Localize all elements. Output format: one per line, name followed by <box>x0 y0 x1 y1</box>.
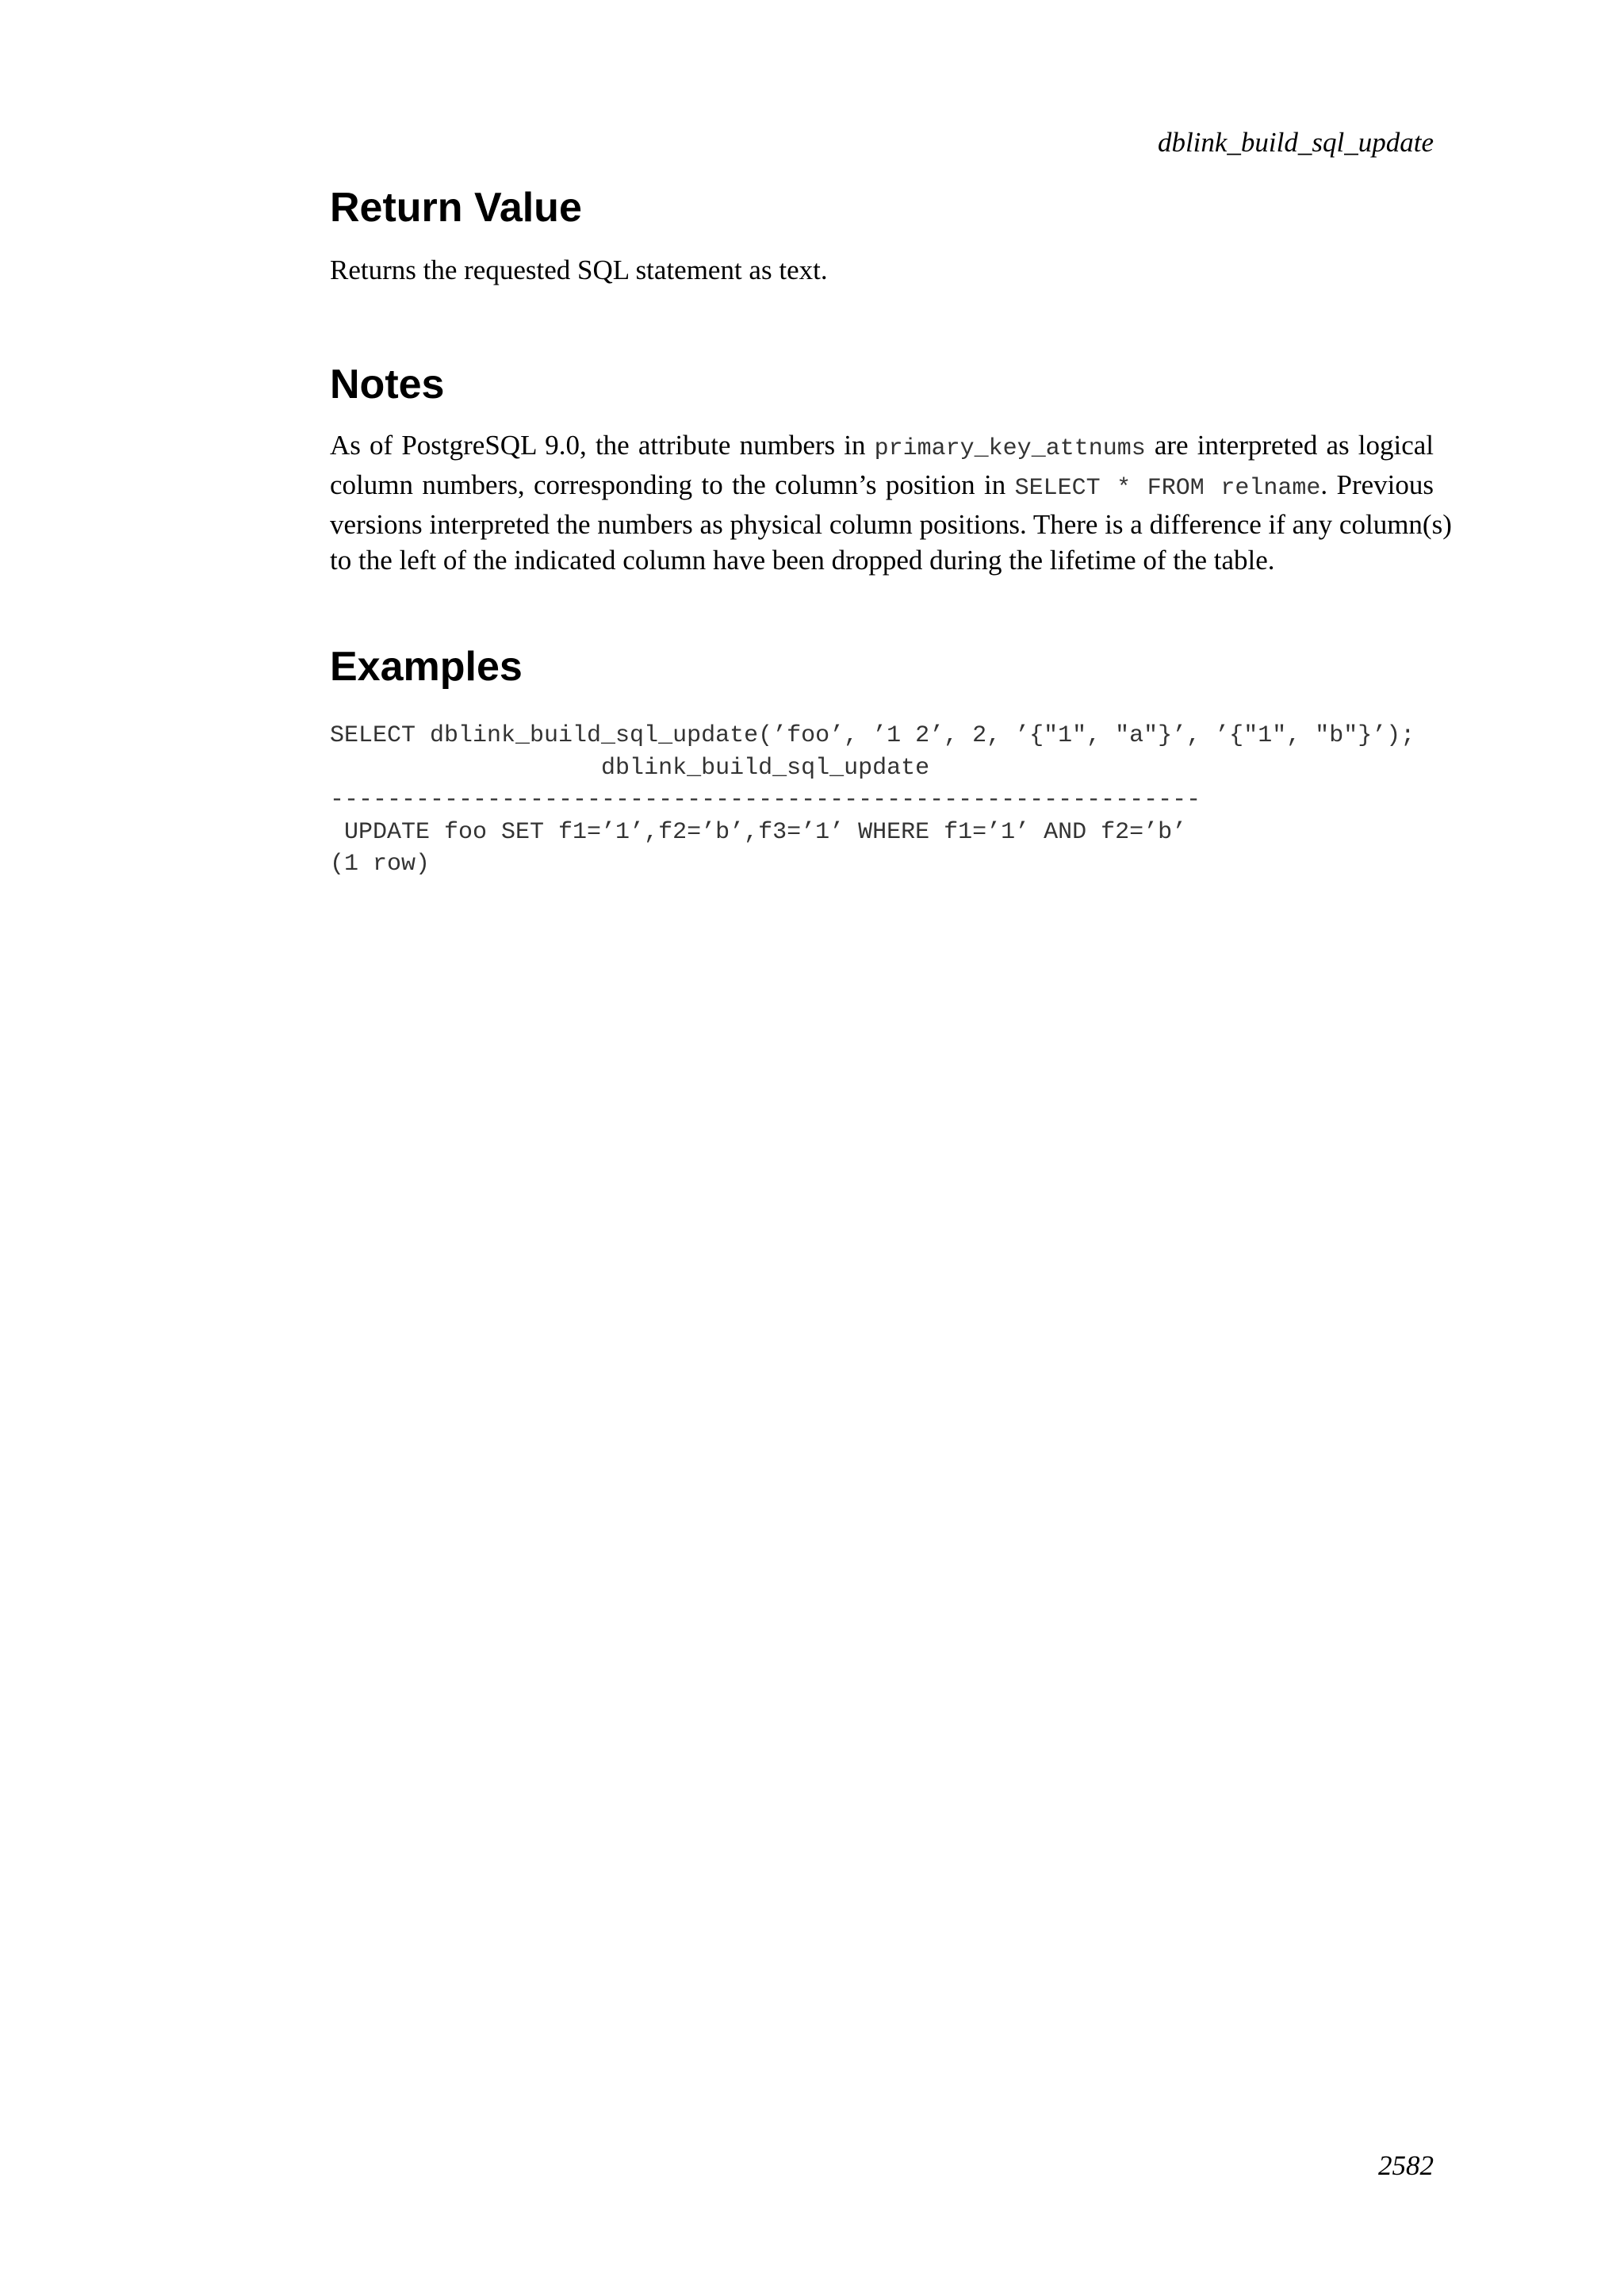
section-title-return-value: Return Value <box>330 185 582 231</box>
notes-line-1-text-b: are interpreted as logical <box>1145 430 1434 461</box>
notes-line-1-text-a: As of PostgreSQL 9.0, the attribute numbers in <box>330 430 875 461</box>
notes-paragraph <box>330 427 1452 578</box>
section-title-notes: Notes <box>330 362 445 408</box>
code-line: SELECT dblink_build_sql_update(’foo’, ’1 2’, 2, ’{"1", "a"}’, ’{"1", "b"}’); <box>330 722 1415 749</box>
code-line: ------------------------------------------------------------- <box>330 786 1201 813</box>
code-line: UPDATE foo SET f1=’1’,f2=’b’,f3=’1’ WHERE f1=’1’ AND f2=’b’ <box>330 818 1187 846</box>
inline-code-select-from-relname: SELECT * FROM relname <box>1014 475 1321 502</box>
running-header: dblink_build_sql_update <box>1157 127 1434 158</box>
notes-line-2 <box>330 467 1434 507</box>
inline-code-primary-key-attnums: primary_key_attnums <box>874 435 1146 462</box>
section-title-examples: Examples <box>330 644 523 690</box>
return-value-text: Returns the requested SQL statement as text. <box>330 254 828 285</box>
code-line: (1 row) <box>330 851 431 878</box>
notes-line-1 <box>330 427 1434 467</box>
notes-line-3: versions interpreted the numbers as physical column positions. There is a difference if any column(s) <box>330 509 1452 540</box>
notes-line-2-text-b: . Previous <box>1320 469 1434 500</box>
notes-line-4: to the left of the indicated column have been dropped during the lifetime of the table. <box>330 545 1275 576</box>
notes-line-2-text-a: column numbers, corresponding to the column’s position in <box>330 469 1015 500</box>
code-line: dblink_build_sql_update <box>330 754 930 782</box>
example-code-block <box>330 720 1415 881</box>
page-number: 2582 <box>1378 2150 1434 2181</box>
